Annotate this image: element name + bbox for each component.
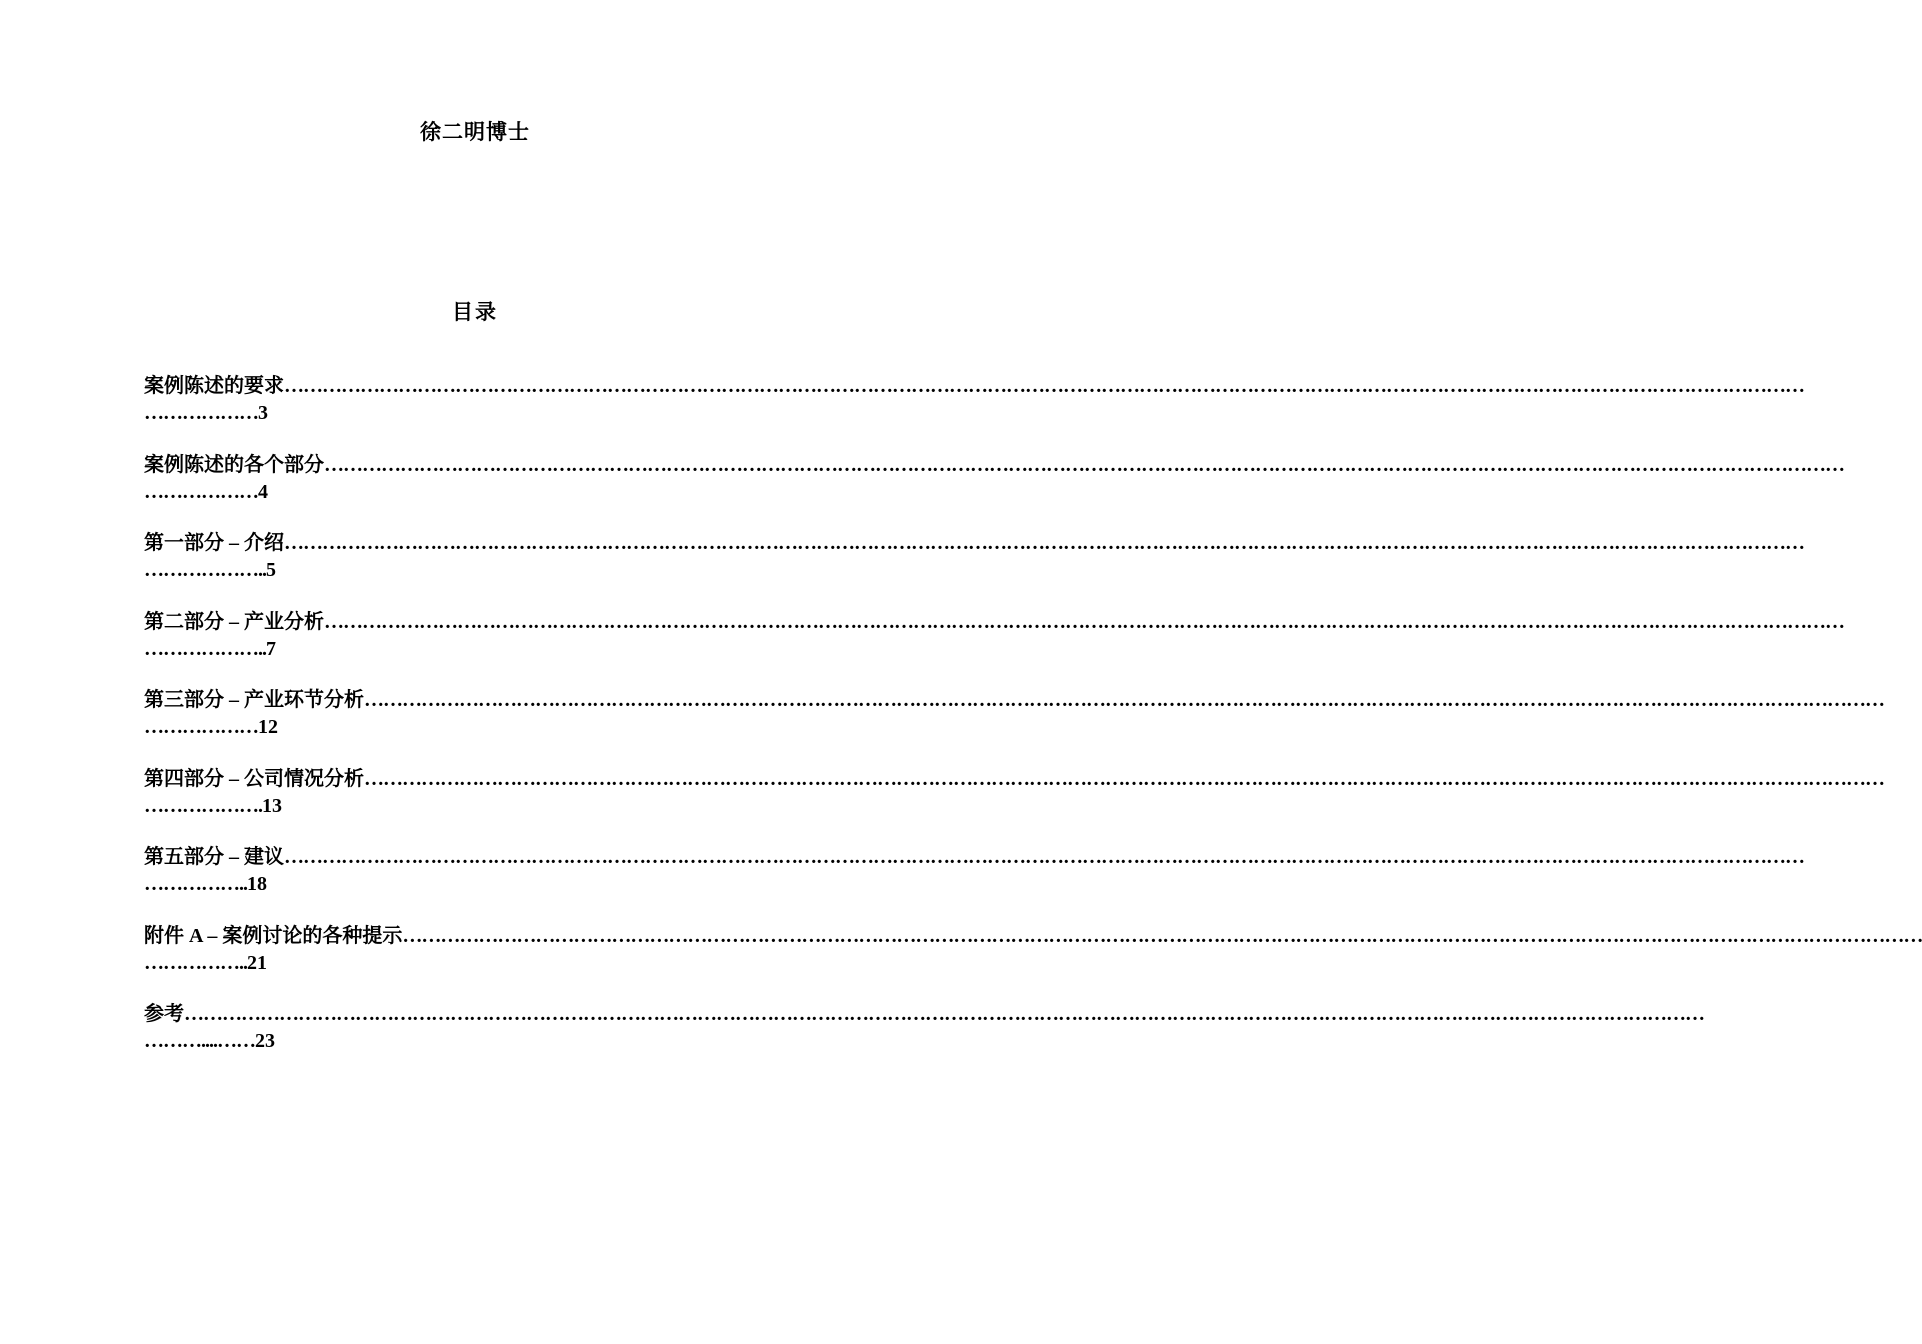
toc-leader-cont: ……………….. xyxy=(144,637,266,660)
toc-entry[interactable] xyxy=(144,922,1922,1001)
toc-leader: …………………………………………………………………………………………………………………………………………………………………………………………………………………… xyxy=(364,767,1884,790)
toc-leader: …………………………………………………………………………………………………………………………………………………………………………………………………………………… xyxy=(324,453,1844,476)
toc-entry-label: 第一部分 – 介绍 xyxy=(144,532,284,554)
toc-page-number: 23 xyxy=(255,1030,275,1052)
toc-entry[interactable] xyxy=(144,372,1804,451)
toc-leader-cont: ……………… xyxy=(144,716,258,738)
toc-entry-label: 附件 A – 案例讨论的各种提示 xyxy=(144,924,403,947)
toc-leader-cont: ……………… xyxy=(144,402,258,424)
toc-leader: …………………………………………………………………………………………………………………………………………………………………………………………………………………… xyxy=(324,610,1844,633)
toc-title: 目录 xyxy=(452,300,498,324)
toc-leader-cont: ………………. xyxy=(144,794,262,817)
toc-entry[interactable] xyxy=(144,765,1884,844)
toc-leader-cont: …………….. xyxy=(144,951,247,974)
toc-entry[interactable] xyxy=(144,529,1804,608)
toc-entry[interactable] xyxy=(144,843,1804,922)
toc-entry-label: 第三部分 – 产业环节分析 xyxy=(144,689,364,711)
toc-page-number: 7 xyxy=(266,637,276,660)
toc-page-number: 5 xyxy=(266,559,276,581)
toc-leader: …………………………………………………………………………………………………………………………………………………………………………………………………………………… xyxy=(364,689,1884,711)
toc-page-number: 3 xyxy=(258,402,268,424)
toc-entry-label: 第五部分 – 建议 xyxy=(144,846,284,868)
toc-entry-label: 第四部分 – 公司情况分析 xyxy=(144,767,364,790)
toc-page-number: 18 xyxy=(247,873,267,895)
toc-leader-cont: ……………… xyxy=(144,480,258,503)
toc-entry-label: 案例陈述的各个部分 xyxy=(144,453,324,476)
toc-leader: …………………………………………………………………………………………………………………………………………………………………………………………………………………… xyxy=(284,532,1804,554)
table-of-contents xyxy=(144,372,1922,1079)
toc-entry[interactable] xyxy=(144,686,1884,765)
toc-leader: …………………………………………………………………………………………………………………………………………………………………………………………………………………… xyxy=(402,924,1922,947)
toc-leader-cont: ………....…… xyxy=(144,1030,255,1052)
toc-leader: …………………………………………………………………………………………………………………………………………………………………………………………………………………… xyxy=(284,846,1804,868)
toc-leader-cont: ……………….. xyxy=(144,559,266,581)
author-name: 徐二明博士 xyxy=(420,120,530,144)
toc-page-number: 21 xyxy=(247,951,267,974)
toc-entry[interactable] xyxy=(144,608,1844,687)
toc-page-number: 4 xyxy=(258,480,268,503)
toc-entry-label: 第二部分 – 产业分析 xyxy=(144,610,324,633)
toc-leader: …………………………………………………………………………………………………………………………………………………………………………………………………………………… xyxy=(284,375,1804,397)
toc-entry-label: 参考 xyxy=(144,1003,184,1025)
toc-entry[interactable] xyxy=(144,451,1844,530)
toc-entry-label: 案例陈述的要求 xyxy=(144,375,284,397)
toc-leader: …………………………………………………………………………………………………………………………………………………………………………………………………………………… xyxy=(184,1003,1704,1025)
toc-page-number: 12 xyxy=(258,716,278,738)
toc-entry[interactable] xyxy=(144,1000,1704,1079)
toc-leader-cont: …………….. xyxy=(144,873,247,895)
toc-page-number: 13 xyxy=(262,794,282,817)
